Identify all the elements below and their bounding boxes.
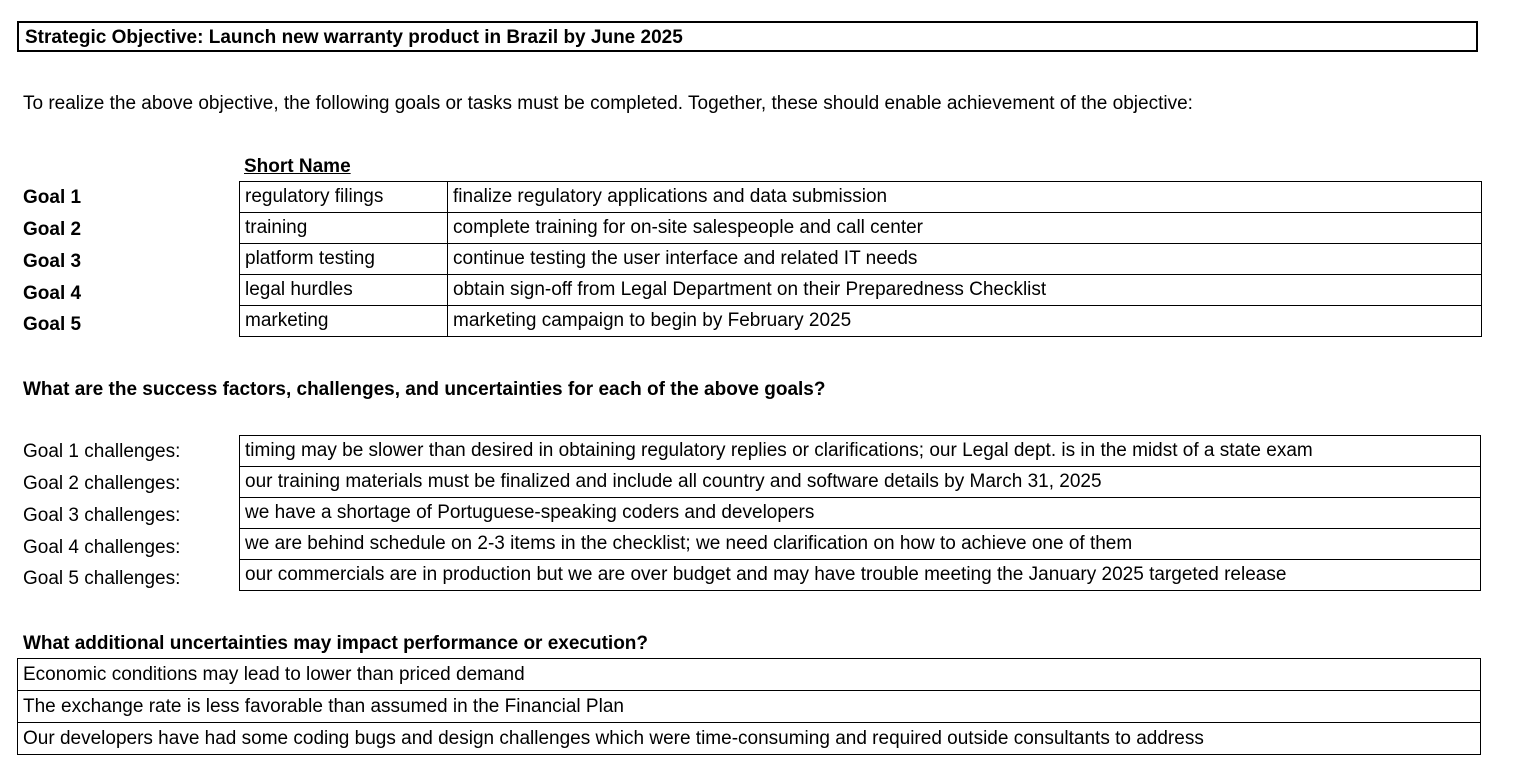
challenge-cell[interactable]: our commercials are in production but we are over budget and may have trouble meeting the January 2025 targeted release: [240, 560, 1481, 591]
goals-table: [239, 181, 1482, 337]
table-row: [240, 436, 1481, 467]
additional-uncertainties-heading: What additional uncertainties may impact performance or execution?: [23, 633, 649, 654]
table-row: [240, 467, 1481, 498]
goal-label-4: Goal 4: [23, 283, 82, 304]
short-name-header: Short Name: [244, 156, 351, 177]
challenge-label-4: Goal 4 challenges:: [23, 537, 181, 558]
challenges-table: [239, 435, 1481, 591]
table-row: [240, 213, 1482, 244]
challenge-cell[interactable]: timing may be slower than desired in obtaining regulatory replies or clarifications; our Legal dept. is in the midst of a state exam: [240, 436, 1481, 467]
table-row: [240, 275, 1482, 306]
goal-short-name-cell[interactable]: training: [240, 213, 448, 244]
table-row: [18, 723, 1481, 755]
challenge-label-1: Goal 1 challenges:: [23, 441, 181, 462]
challenge-cell[interactable]: our training materials must be finalized and include all country and software details by March 31, 2025: [240, 467, 1481, 498]
success-factors-heading: What are the success factors, challenges, and uncertainties for each of the above goals?: [23, 379, 826, 400]
challenge-label-5: Goal 5 challenges:: [23, 568, 181, 589]
goal-short-name-cell[interactable]: legal hurdles: [240, 275, 448, 306]
goal-description-cell[interactable]: complete training for on-site salespeople and call center: [448, 213, 1482, 244]
uncertainty-cell[interactable]: The exchange rate is less favorable than assumed in the Financial Plan: [18, 691, 1481, 723]
challenge-cell[interactable]: we have a shortage of Portuguese-speaking coders and developers: [240, 498, 1481, 529]
table-row: [240, 529, 1481, 560]
challenge-label-3: Goal 3 challenges:: [23, 505, 181, 526]
goal-description-cell[interactable]: marketing campaign to begin by February 2025: [448, 306, 1482, 337]
uncertainties-table: [17, 658, 1481, 755]
table-row: [18, 691, 1481, 723]
uncertainty-cell[interactable]: Economic conditions may lead to lower than priced demand: [18, 659, 1481, 691]
challenge-cell[interactable]: we are behind schedule on 2-3 items in the checklist; we need clarification on how to achieve one of them: [240, 529, 1481, 560]
goal-description-cell[interactable]: finalize regulatory applications and data submission: [448, 182, 1482, 213]
strategic-objective[interactable]: Strategic Objective: Launch new warranty product in Brazil by June 2025: [17, 21, 1478, 52]
challenge-label-2: Goal 2 challenges:: [23, 473, 181, 494]
table-row: [240, 244, 1482, 275]
table-row: [240, 498, 1481, 529]
goal-description-cell[interactable]: continue testing the user interface and related IT needs: [448, 244, 1482, 275]
goal-label-2: Goal 2: [23, 219, 82, 240]
table-row: [240, 306, 1482, 337]
goal-short-name-cell[interactable]: platform testing: [240, 244, 448, 275]
table-row: [240, 560, 1481, 591]
goal-label-1: Goal 1: [23, 187, 82, 208]
goal-label-3: Goal 3: [23, 251, 82, 272]
goal-description-cell[interactable]: obtain sign-off from Legal Department on their Preparedness Checklist: [448, 275, 1482, 306]
goal-short-name-cell[interactable]: marketing: [240, 306, 448, 337]
table-row: [18, 659, 1481, 691]
table-row: [240, 182, 1482, 213]
goal-label-5: Goal 5: [23, 314, 82, 335]
goal-short-name-cell[interactable]: regulatory filings: [240, 182, 448, 213]
intro-text: To realize the above objective, the following goals or tasks must be completed. Together, these should enable achievement of the objective:: [23, 93, 1193, 114]
uncertainty-cell[interactable]: Our developers have had some coding bugs and design challenges which were time-consuming and required outside consultants to address: [18, 723, 1481, 755]
